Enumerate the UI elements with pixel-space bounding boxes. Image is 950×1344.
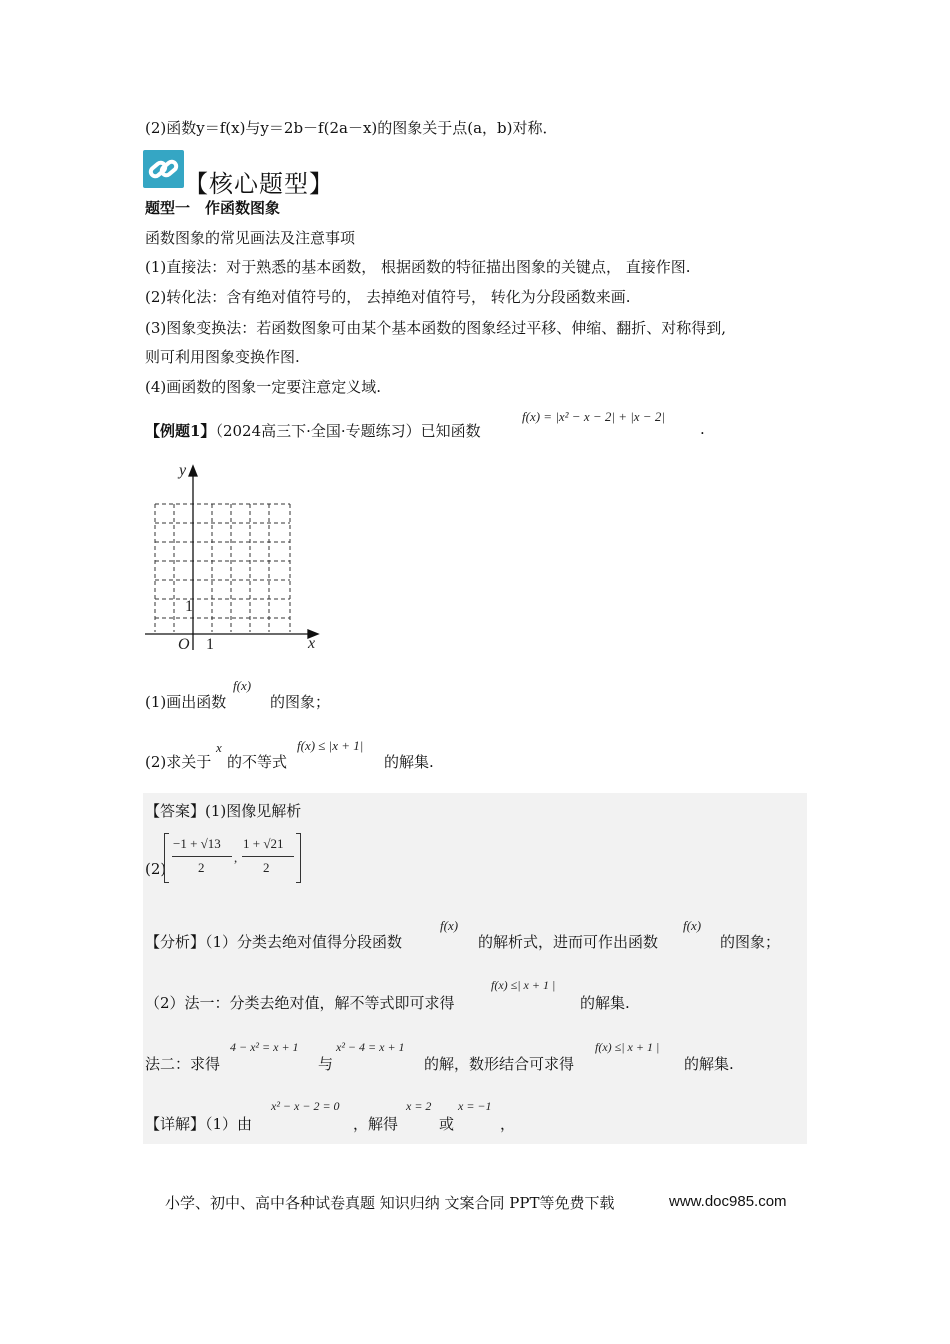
detail-equation: x² − x − 2 = 0 <box>271 1099 340 1113</box>
answer-label: 【答案】(1)图像见解析 <box>145 802 302 820</box>
footer-url[interactable]: www.doc985.com <box>669 1193 787 1210</box>
analysis-mid: 的解析式，进而可作出函数 <box>478 933 659 951</box>
analysis-fx-1: f(x) <box>440 918 459 933</box>
example-tag: 【例题1】 <box>145 422 216 440</box>
question-2-inequality: f(x) ≤ |x + 1| <box>297 738 364 753</box>
question-1-fx: f(x) <box>233 678 252 693</box>
property-line: (2)函数y＝f(x)与y＝2b－f(2a－x)的图象关于点(a，b)对称． <box>145 119 558 137</box>
left-fraction-denominator: 2 <box>198 860 205 875</box>
answer-part-2: (2) <box>145 860 167 878</box>
analysis-line-3-eq2: x² − 4 = x + 1 <box>336 1040 405 1054</box>
method-3-line2: 则可利用图象变换作图. <box>145 348 300 366</box>
analysis-line-2-pre: （2）法一：分类去绝对值，解不等式即可求得 <box>145 994 455 1012</box>
coordinate-grid <box>140 460 330 660</box>
question-1-post: 的图象； <box>270 693 331 711</box>
detail-root-2: x = −1 <box>458 1099 492 1113</box>
y-axis-label: y <box>179 462 187 479</box>
analysis-line-3-and: 与 <box>318 1055 334 1073</box>
right-fraction-numerator: 1 + √21 <box>243 836 284 851</box>
link-icon <box>143 150 184 188</box>
detail-or: 或 <box>439 1115 455 1133</box>
section-heading: 【核心题型】 <box>184 170 334 198</box>
analysis-line-3-inequality: f(x) ≤| x + 1 | <box>595 1040 660 1054</box>
example-formula: f(x) = |x² − x − 2| + |x − 2| <box>522 409 665 424</box>
method-2: (2)转化法：含有绝对值符号的， 去掉绝对值符号， 转化为分段函数来画. <box>145 288 631 306</box>
detail-label: 【详解】（1）由 <box>145 1115 253 1133</box>
y-tick-label: 1 <box>185 598 193 615</box>
analysis-line-3-post: 的解集. <box>684 1055 734 1073</box>
type1-title: 题型一 作函数图象 <box>145 199 281 217</box>
example-end: . <box>700 420 705 438</box>
analysis-fx-2: f(x) <box>683 918 702 933</box>
footer-text: 小学、初中、高中各种试卷真题 知识归纳 文案合同 PPT等免费下载 <box>165 1194 615 1212</box>
left-fraction-numerator: −1 + √13 <box>173 836 221 851</box>
detail-root-1: x = 2 <box>406 1099 432 1113</box>
left-bracket <box>164 833 169 883</box>
analysis-line-3-eq1: 4 − x² = x + 1 <box>230 1040 299 1054</box>
analysis-line-2-inequality: f(x) ≤| x + 1 | <box>491 978 556 992</box>
right-fraction-denominator: 2 <box>263 860 270 875</box>
question-2-pre: (2)求关于 <box>145 753 212 771</box>
question-2-mid: 的不等式 <box>227 753 288 771</box>
analysis-label: 【分析】（1）分类去绝对值得分段函数 <box>145 933 403 951</box>
analysis-line-2-post: 的解集. <box>580 994 630 1012</box>
analysis-line-3-mid: 的解，数形结合可求得 <box>424 1055 575 1073</box>
right-fraction-bar <box>242 856 294 857</box>
x-tick-label: 1 <box>206 636 214 653</box>
example-1-line <box>145 420 481 441</box>
left-fraction-bar <box>172 856 232 857</box>
question-1-pre: (1)画出函数 <box>145 693 227 711</box>
detail-end: ， <box>500 1115 516 1133</box>
method-1: (1)直接法：对于熟悉的基本函数， 根据函数的特征描出图象的关键点， 直接作图. <box>145 258 691 276</box>
analysis-line-3-pre: 法二：求得 <box>145 1055 221 1073</box>
origin-label: O <box>178 636 190 653</box>
methods-title: 函数图象的常见画法及注意事项 <box>145 229 356 247</box>
x-axis-label: x <box>308 635 316 652</box>
question-2-var: x <box>216 740 222 755</box>
method-4: (4)画函数的图象一定要注意定义域. <box>145 378 382 396</box>
interval-separator: , <box>234 850 238 865</box>
detail-mid: ，解得 <box>353 1115 399 1133</box>
example-source: （2024高三下·全国·专题练习）已知函数 <box>215 422 481 440</box>
method-3-line1: (3)图象变换法：若函数图象可由某个基本函数的图象经过平移、伸缩、翻折、对称得到, <box>145 319 727 337</box>
right-bracket <box>296 833 301 883</box>
analysis-end: 的图象； <box>720 933 781 951</box>
question-2-post: 的解集. <box>384 753 434 771</box>
